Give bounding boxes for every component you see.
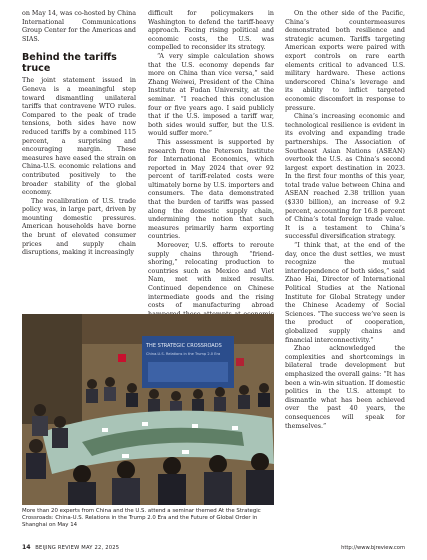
flag xyxy=(118,354,126,362)
section-heading: Behind the tariffs truce xyxy=(22,52,117,75)
paragraph: This assessment is supported by research from the Peterson Institute for International Economics, which reported in May 2024 that over 92 percent of tariff-related costs were ultimately borne by U.S. importers and consumers. The data demonstrated that the burden of tariffs was passed along the domestic supply chain, undermining the notion that such measures primarily harm exporting countries. xyxy=(148,138,274,241)
paragraph: on May 14, was co-hosted by China International Communications Group Center for the Americas and SIAS. xyxy=(22,10,136,43)
screen-title: THE STRATEGIC CROSSROADS xyxy=(146,343,222,349)
paragraph: Zhao acknowledged the complexities and shortcomings in bilateral trade development but emphasized the overall gains: “It has been a win-win situation. If domestic politics in the U.S. attempt to dismantle what has been achieved over the past 40 years, the consequences will speak for themselves.” xyxy=(285,345,405,430)
left-wall xyxy=(22,314,82,424)
paragraph: China’s increasing economic and technological resilience is evident in its evolving and expanding trade partnerships. The Association of Southeast Asian Nations (ASEAN) overtook the U.S. as China’s second largest export destination in 2023. In the first four months of this year, total trade value between China and ASEAN reached 2.38 trillion yuan ($330 billion), an increase of 9.2 percent, accounting for 16.8 percent of China’s total foreign trade value. It is a testament to China’s successful diversification strategy. xyxy=(285,113,405,241)
paragraph: The joint statement issued in Geneva is a meaningful step toward dismantling unilateral tariffs that contravene WTO rules. Compared to the peak of trade tensions, both sides have now reduced tariffs by a combined 115 percent, a surprising and encouraging margin. These measures have eased the strain on China-U.S. economic relations and contributed positively to the broader stability of the global economy. xyxy=(22,77,136,197)
website-link[interactable]: http://www.bjreview.com xyxy=(341,545,405,551)
paragraph: The recalibration of U.S. trade policy was, in large part, driven by mounting domestic pressures. American households have borne the brunt of elevated consumer prices and supply chain disruptions, making it increasingly xyxy=(22,197,136,257)
article-column-right xyxy=(285,10,405,431)
paragraph: Moreover, U.S. efforts to reroute supply chains through “friend-shoring,” relocating production to countries such as Mexico and Viet Nam, met with mixed results. Continued dependence on Chinese intermediate goods and the rising costs of manufacturing abroad xyxy=(148,242,274,310)
seminar-photo-illustration xyxy=(22,314,274,505)
screen-image xyxy=(148,362,228,382)
article-column-middle xyxy=(148,10,274,328)
publication-line: BEIJING REVIEW MAY 22, 2025 xyxy=(35,545,120,551)
article-column-left xyxy=(22,10,136,258)
paragraph: On the other side of the Pacific, China’s countermeasures demonstrated both resilience and strategic acumen. Tariffs targeting American exports were paired with export controls on rare earth elements critical to advanced U.S. military hardware. These actions underscored China’s leverage and its ability to inflict targeted economic discomfort in response to pressure. xyxy=(285,10,405,112)
photo-caption: More than 20 experts from China and the U.S. attend a seminar themed At the Strategic Crossroads: China-U.S. Relations in the Trump 2.0 Era and the Future of Global Order in Shanghai on May 14 xyxy=(22,508,261,528)
paragraph: “I think that, at the end of the day, once the dust settles, we must recognize the mutual interdependence of both sides,” said Zhao Hai, Director of International Political Studies at the National Institute for Global Strategy under the Chinese Academy of Social Sciences. “The success we’ve seen is the product of cooperation, globalized supply chains and financial interconnectivity.” xyxy=(285,242,405,344)
page-footer xyxy=(22,543,405,553)
screen-subtitle: China-U.S. Relations in the Trump 2.0 Era xyxy=(146,352,221,356)
seminar-photo xyxy=(22,314,274,505)
paragraph: difficult for policymakers in Washington to defend the tariff-heavy approach. Facing rising political and economic costs, the U.S. was compelled to reconsider its strategy. xyxy=(148,10,274,52)
paragraph: “A very simple calculation shows that the U.S. economy depends far more on China than vice versa,” said Zhang Weiwei, President of the China Institute at Fudan University, at the seminar. “I reached this conclusion four or five years ago. I said publicly that if the U.S. imposed a tariff war, both sides would suffer, but the U.S. would suffer more.” xyxy=(148,52,274,138)
page-number: 14 xyxy=(22,544,31,551)
flag xyxy=(236,358,244,366)
